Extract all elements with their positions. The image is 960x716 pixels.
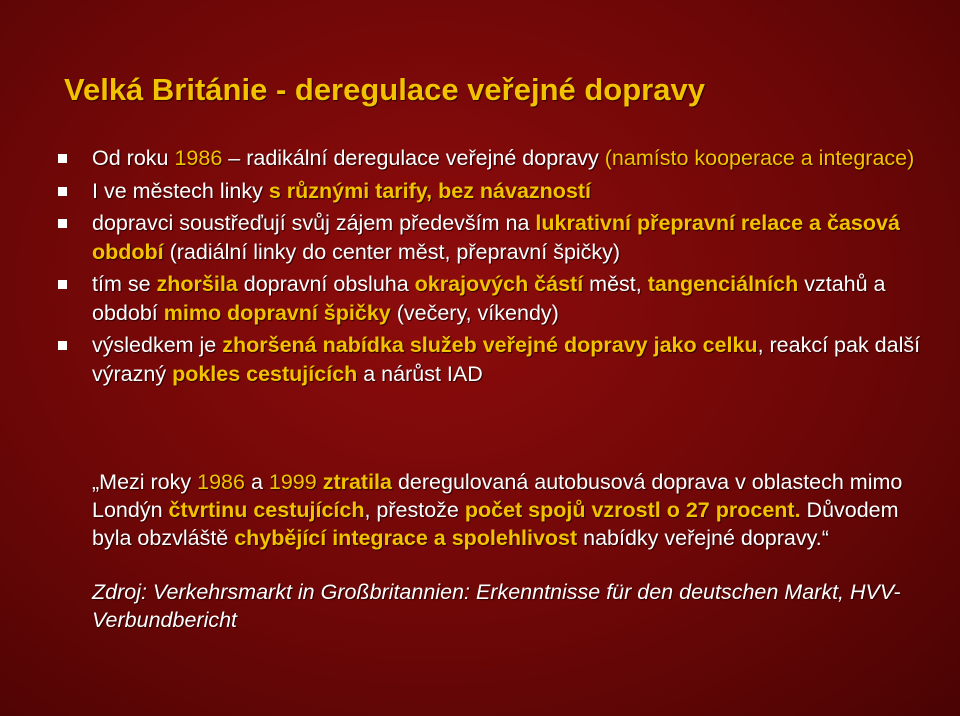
quote-text — [92, 470, 902, 550]
text-run: (večery, víkendy) — [390, 301, 559, 325]
text-run: deregulovaná autobusová doprava v oblastech mimo Londýn — [92, 470, 903, 522]
text-run: tangenciálních — [647, 272, 799, 296]
text-run: okrajových částí — [414, 272, 584, 296]
text-run: a nárůst IAD — [357, 362, 483, 386]
text-run: zhoršila — [156, 272, 238, 296]
text-run: počet spojů vzrostl o 27 procent. — [464, 498, 801, 522]
text-run: mimo dopravní špičky — [163, 301, 391, 325]
text-run: zhoršená nabídka služeb veřejné dopravy jako celku — [222, 333, 758, 357]
square-bullet-icon — [58, 341, 67, 350]
text-run: čtvrtinu cestujících — [168, 498, 365, 522]
text-run: Od roku — [92, 146, 175, 170]
bullet-item — [58, 270, 928, 328]
text-run: I ve městech linky — [92, 179, 269, 203]
text-run: 1999 — [268, 470, 317, 494]
text-run: nabídky veřejné dopravy.“ — [577, 526, 829, 550]
text-run: měst, — [583, 272, 648, 296]
text-run: pokles cestujících — [172, 362, 358, 386]
bullet-item — [58, 177, 928, 206]
bullet-text — [92, 179, 591, 203]
bullet-item — [58, 331, 928, 389]
text-run: dopravci soustřeďují svůj zájem především na — [92, 211, 536, 235]
text-run: dopravní obsluha — [237, 272, 415, 296]
text-run: 1986 — [174, 146, 223, 170]
bullet-text — [92, 272, 886, 325]
bullet-text — [92, 211, 900, 264]
text-run: výsledkem je — [92, 333, 223, 357]
quote-paragraph — [92, 468, 912, 552]
text-run: Důvodem byla obzvláště — [92, 498, 899, 550]
slide-title: Velká Británie - deregulace veřejné dopravy — [64, 72, 705, 107]
text-run: (radiální linky do center měst, přepravní špičky) — [163, 240, 621, 264]
text-run: – radikální deregulace veřejné dopravy — [222, 146, 605, 170]
text-run: „Mezi roky — [92, 470, 198, 494]
bullet-item — [58, 144, 928, 173]
text-run: 1986 — [197, 470, 245, 494]
text-run: , reakcí pak další výrazný — [92, 333, 921, 386]
bullet-list — [58, 144, 928, 392]
text-run: lukrativní přepravní relace a časová období — [92, 211, 900, 264]
text-run: vztahů a období — [92, 272, 886, 325]
text-run: , přestože — [364, 498, 465, 522]
text-run: (namísto kooperace a integrace) — [604, 146, 915, 170]
bullet-text — [92, 333, 920, 386]
text-run: chybějící integrace a spolehlivost — [234, 526, 578, 550]
text-run: tím se — [92, 272, 157, 296]
square-bullet-icon — [58, 219, 67, 228]
bullet-text — [92, 146, 914, 170]
square-bullet-icon — [58, 187, 67, 196]
bullet-item — [58, 209, 928, 267]
text-run: ztratila — [316, 470, 392, 494]
square-bullet-icon — [58, 154, 67, 163]
text-run: a — [244, 470, 269, 494]
source-citation: Zdroj: Verkehrsmarkt in Großbritannien: Erkenntnisse für den deutschen Markt, HVV-Verbundbericht — [92, 580, 901, 632]
text-run: s různými tarify, bez návazností — [268, 179, 592, 203]
square-bullet-icon — [58, 280, 67, 289]
